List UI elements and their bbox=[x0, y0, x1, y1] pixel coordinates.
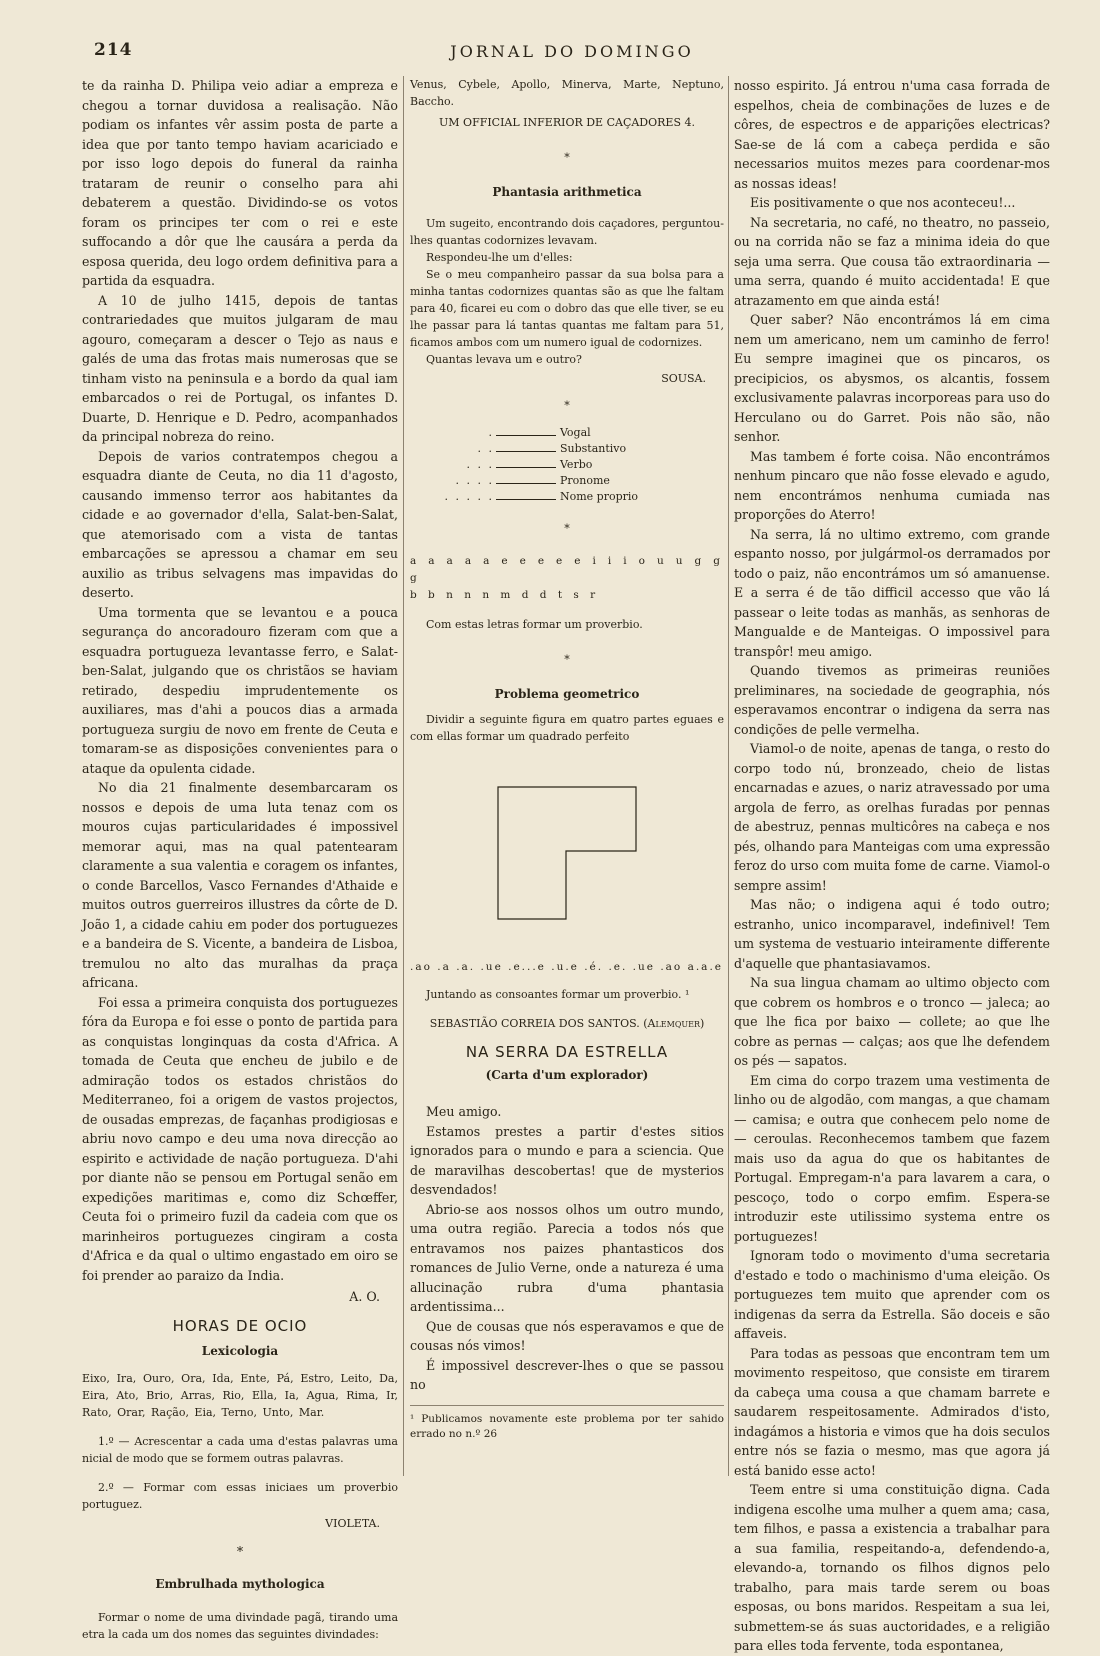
article-paragraph: Em cima do corpo trazem uma vestimenta de linho ou de algodão, com mangas, a que chamam — camisa; e outra que conhecem pelo nome de — ceroulas. Reconhecemos tambem que fazem mais uso da agua do que os habitantes de Portugal. Empregam-n'a para lavarem a cara, o pescoço, todo o corpo emfim. Espera-se introduzir este utilissimo systema entre os portuguezes! bbox=[734, 1072, 1050, 1244]
grammar-item: . . . . Pronome bbox=[455, 474, 610, 487]
page-header bbox=[94, 40, 1050, 62]
grammar-puzzle bbox=[430, 424, 724, 504]
lexicologia-words: Eixo, Ira, Ouro, Ora, Ida, Ente, Pá, Estro, Leito, Da, Eira, Ato, Brio, Arras, Rio, Ella, Ia, Agua, Rima, Ir, Rato, Orar, Ração, Eia, Terno, Unto, Mar. bbox=[82, 1371, 398, 1419]
article-paragraph: Estamos prestes a partir d'estes sitios ignorados para o mundo e para a sciencia. Que de maravilhas descobertas! que de mysterios desvendados! bbox=[410, 1123, 724, 1197]
article-subtitle: (Carta d'um explorador) bbox=[485, 1068, 649, 1082]
article-paragraph: Na serra, lá no ultimo extremo, com grande espanto nosso, por julgármol-os derramados por todo o paiz, não encontrámos um só amanuense. E a serra é de tão difficil accesso que vão lá passear o leite todas as manhãs, as senhoras de Mangualde e de Manteigas. O impossivel para transpôr! meu amigo. bbox=[734, 526, 1050, 659]
letters-line-2: b b n n n m d d t s r bbox=[410, 589, 600, 601]
puzzle-signature: UM OFFICIAL INFERIOR DE CAÇADORES 4. bbox=[439, 116, 695, 129]
separator-star: * bbox=[564, 653, 570, 666]
article-paragraph: Viamol-o de noite, apenas de tanga, o resto do corpo todo nú, bronzeado, cheio de listas encarnadas e azues, o nariz atravessado por uma argola de ferro, as orelhas furadas por pennas de abestruz, pennas multicôres na cabeça e nos pés, olhando para Manteigas com uma expressão feroz do urso com muita fome de carne. Viamol-o sempre assim! bbox=[734, 741, 1050, 893]
phantasia-paragraph: Quantas levava um e outro? bbox=[426, 353, 582, 366]
footnote: ¹ Publicamos novamente este problema por ter sahido errado no n.º 26 bbox=[410, 1405, 724, 1442]
article-paragraph: Foi essa a primeira conquista dos portuguezes fóra da Europa e foi esse o ponto de partida para as conquistas longinquas da costa d'Africa. A tomada de Ceuta que encheu de jubilo e de admiração todos os estados christãos do Mediterraneo, foi a origem de vastos projectos, de ousadas emprezas, de façanhas prodigiosas e abriu novo campo e deu uma nova direcção ao espirito e actividade de nação portugueza. D'ahi por diante não se pensou em Portugal senão em expedições maritimas e, como diz Schœffer, Ceuta foi o primeiro fuzil da cadeia com que os marinheiros portuguezes cingiram a costa d'Africa e da qual o ultimo engastado em oiro se foi prender ao paraizo da India. bbox=[82, 994, 398, 1283]
puzzle-signature: VIOLETA. bbox=[325, 1516, 380, 1530]
article-paragraph: É impossivel descrever-lhes o que se passou no bbox=[410, 1357, 724, 1392]
article-paragraph: Depois de varios contratempos chegou a esquadra diante de Ceuta, no dia 11 d'agosto, causando immenso terror aos habitantes da cidade e ao governador d'ella, Salat-ben-Salat, que atemorisado com a vista de tantas embarcações se apressou a chamar em seu auxilio as tribus selvagens mas impavidas do deserto. bbox=[82, 448, 398, 600]
article-paragraph: Que de cousas que nós esperavamos e que de cousas nós vimos! bbox=[410, 1318, 724, 1353]
article-paragraph: Abrio-se aos nossos olhos um outro mundo, uma outra região. Parecia a todos nós que entravamos nos paizes phantasticos dos romances de Julio Verne, onde a natureza é uma allucinação rubra d'uma phantasia ardentissima... bbox=[410, 1201, 724, 1314]
column-rule-2 bbox=[728, 76, 729, 1476]
separator-star: * bbox=[236, 1543, 244, 1559]
puzzle-signature: SEBASTIÃO CORREIA DOS SANTOS. (Alemquer) bbox=[429, 1017, 705, 1030]
article-paragraph: Mas não; o indigena aqui é todo outro; estranho, unico incomparavel, indefinivel! Tem um systema de vestuario inteiramente differente d'aquelle que phantasiavamos. bbox=[734, 897, 1050, 971]
vowels-line: .ao .a .a. .ue .e...e .u.e .é. .e. .ue .ao a.a.e bbox=[410, 961, 723, 973]
geometry-text: Dividir a seguinte figura em quatro partes eguaes e com ellas formar um quadrado perfeito bbox=[410, 713, 724, 743]
lexicologia-question-2: 2.º — Formar com essas iniciaes um proverbio portuguez. bbox=[82, 1480, 398, 1511]
article-paragraph: Para todas as pessoas que encontram tem um movimento respeitoso, que consiste em tirarem da cabeça uma cousa a que chamam barrete e saudarem respeitosamente. Admirados d'isto, indagámos a historia e vimos que ha dois seculos entre nós se fazia o mesmo, mas que agora já está banido esse acto! bbox=[734, 1345, 1050, 1478]
lexicologia-question-1: 1.º — Acrescentar a cada uma d'estas palavras uma nicial de modo que se formem outras palavras. bbox=[82, 1434, 398, 1465]
puzzle-signature: SOUSA. bbox=[661, 372, 706, 385]
article-paragraph: Ignoram todo o movimento d'uma secretaria d'estado e todo o machinismo d'uma eleição. Os portuguezes tem muito que aprender com os indigenas da serra da Estrella. São doceis e são affaveis. bbox=[734, 1248, 1050, 1341]
grammar-item: . Vogal bbox=[488, 426, 591, 439]
article-paragraph: Eis positivamente o que nos aconteceu!... bbox=[750, 195, 1016, 210]
article-paragraph: No dia 21 finalmente desembarcaram os nossos e depois de uma luta tenaz com os mouros cujas particularidades é impossivel memorar aqui, mas na qual patentearam claramente a sua valentia e coragem os infantes, o conde Barcellos, Vasco Fernandes d'Athaide e muitos outros guerreiros illustres da côrte de D. João 1, a cidade cahiu em poder dos portuguezes e a bandeira de S. Vicente, a bandeira de Lisboa, tremulou no alto das muralhas da praça africana. bbox=[82, 780, 398, 990]
grammar-item: . . . . . Nome proprio bbox=[444, 490, 639, 503]
letter-greeting: Meu amigo. bbox=[426, 1104, 502, 1119]
separator-star: * bbox=[564, 399, 570, 412]
article-paragraph: Quer saber? Não encontrámos lá em cima nem um americano, nem um caminho de ferro! Eu sempre imaginei que os pincaros, os precipicios, os abysmos, os alcantis, fossem exclusivamente palavras incorporeas para uso do Herculano ou do Garret. Pois não são, não senhor. bbox=[734, 312, 1050, 444]
embrulhada-continuation: Venus, Cybele, Apollo, Minerva, Marte, Neptuno, Baccho. bbox=[410, 78, 724, 108]
grammar-item: . . Substantivo bbox=[477, 442, 627, 455]
geometry-figure bbox=[410, 759, 724, 949]
l-shape-figure bbox=[410, 759, 724, 949]
article-paragraph: Teem entre si uma constituição digna. Cada indigena escolhe uma mulher a quem ama; casa, tem filhos, e passa a existencia a trabalhar para a sua familia, respeitando-a, defendendo-a, elevando-a, tornando os filhos dignos pelo trabalho, para mais tarde serem ou boas esposas, ou bons maridos. Respeitam a sua lei, submettem-se ás suas auctoridades, e a religião para elles toda fervente, toda espontanea, bbox=[734, 1482, 1050, 1653]
phantasia-paragraph: Se o meu companheiro passar da sua bolsa para a minha tantas codornizes quantas são as que lhe faltam para 40, ficarei eu com o dobro das que elle tiver, se eu lhe passar para lá tantas quantas me faltam para 51, ficamos ambos com um numero igual de codornizes. bbox=[410, 268, 724, 349]
article-paragraph: A 10 de julho 1415, depois de tantas contrariedades que muitos julgaram de mau agouro, começaram a descer o Tejo as naus e galés de uma das frotas mais numerosas que se tinham visto na peninsula e a bordo da qual iam embarcados o rei de Portugal, os infantes D. Duarte, D. Henrique e D. Pedro, acompanhados da principal nobreza do reino. bbox=[82, 292, 398, 444]
column-rule-1 bbox=[403, 76, 404, 1476]
separator-star: * bbox=[564, 522, 570, 535]
puzzle-title-lexicologia: Lexicologia bbox=[201, 1344, 279, 1358]
article-title-serra: NA SERRA DA ESTRELLA bbox=[465, 1043, 669, 1061]
article-paragraph: Uma tormenta que se levantou e a pouca segurança do ancoradouro fizeram com que a esquadra portugueza levantasse ferro, e Salat-ben-Salat, julgando que os christãos se haviam retirado, despediu imprudentemente os auxiliares, mas d'ahi a poucos dias a armada portugueza surgiu de novo em frente de Ceuta e tomaram-se as disposições convenientes para o ataque da opulenta cidade. bbox=[82, 604, 398, 776]
puzzle-title-embrulhada: Embrulhada mythologica bbox=[155, 1577, 325, 1591]
column-2 bbox=[410, 76, 724, 1442]
vowels-instruction: Juntando as consoantes formar um proverbio. ¹ bbox=[426, 988, 690, 1001]
phantasia-paragraph: Respondeu-lhe um d'elles: bbox=[426, 251, 573, 264]
embrulhada-text: Formar o nome de uma divindade pagã, tirando uma etra la cada um dos nomes das seguintes divindades: bbox=[82, 1610, 398, 1641]
column-1 bbox=[82, 76, 398, 1643]
article-paragraph: te da rainha D. Philipa veio adiar a empreza e chegou a tornar duvidosa a realisação. Não podiam os infantes vêr assim posta de parte a idea que por tanto tempo haviam acariciado e por isso logo depois do funeral da rainha trataram de reunir o conselho para ahi debaterem a questão. Dividindo-se os votos foram os principes ter com o rei e este suffocando a dôr que lhe causára a perda da esposa querida, deu logo ordem definitiva para a partida da esquadra. bbox=[82, 78, 398, 288]
column-3 bbox=[734, 76, 1050, 1656]
puzzle-title-phantasia: Phantasia arithmetica bbox=[492, 185, 642, 199]
article-paragraph: Na sua lingua chamam ao ultimo objecto com que cobrem os hombros e o tronco — jaleca; ao que lhe fica por baixo — collete; ao que lhe cobre as pernas — calças; aos que lhe defendem os pés — sapatos. bbox=[734, 975, 1050, 1068]
journal-title: JORNAL DO DOMINGO bbox=[450, 42, 694, 61]
separator-star: * bbox=[564, 151, 570, 164]
grammar-item: . . . Verbo bbox=[466, 458, 593, 471]
article-paragraph: Na secretaria, no café, no theatro, no passeio, ou na corrida não se faz a minima ideia do que seja uma serra. Que cousa tão extraordinaria — uma serra, quando é muito accidentada! E que atrazamento em que ainda está! bbox=[734, 214, 1050, 308]
article-signature: A. O. bbox=[349, 1289, 380, 1304]
article-paragraph: Quando tivemos as primeiras reuniões preliminares, na sociedade de geographia, nós esperavamos encontrar o indigena da serra nas condições de pelle vermelha. bbox=[734, 663, 1050, 737]
page-number: 214 bbox=[94, 40, 133, 60]
section-title-horas-de-ocio: HORAS DE OCIO bbox=[172, 1316, 308, 1335]
article-paragraph: Mas tambem é forte coisa. Não encontrámos nenhum pincaro que não fosse elevado e agudo, nem encontrámos nenhuma cumiada nas proporções do Aterro! bbox=[734, 448, 1050, 522]
letters-line-1: a a a a a e e e e e i i i o u u g g g bbox=[410, 555, 724, 584]
letters-instruction: Com estas letras formar um proverbio. bbox=[426, 618, 643, 631]
article-paragraph: nosso espirito. Já entrou n'uma casa forrada de espelhos, cheia de combinações de luzes e de côres, de espectros e de apparições electricas? Sae-se de lá com a cabeça perdida e são necessarios muitos mezes para coordenar-mos as nossas ideas! bbox=[734, 78, 1050, 191]
phantasia-paragraph: Um sugeito, encontrando dois caçadores, perguntou-lhes quantas codornizes levavam. bbox=[410, 217, 724, 247]
puzzle-title-geometrico: Problema geometrico bbox=[494, 687, 640, 701]
